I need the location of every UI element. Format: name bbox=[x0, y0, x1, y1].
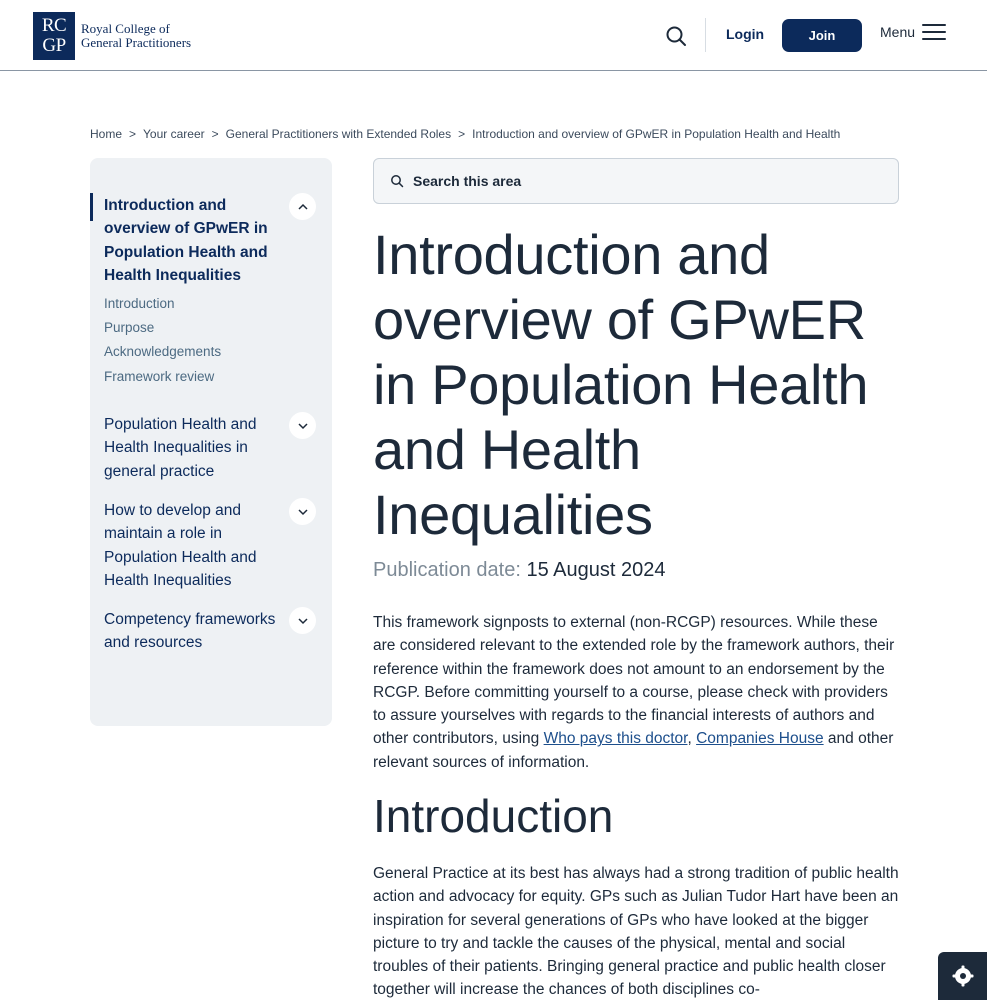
sidebar-item-framework-review[interactable]: Framework review bbox=[104, 369, 215, 384]
sidebar-group-develop-role[interactable]: How to develop and maintain a role in Population Health and Health Inequalities bbox=[104, 502, 257, 589]
sidebar-item-purpose[interactable]: Purpose bbox=[104, 320, 155, 335]
breadcrumb-separator: > bbox=[211, 127, 219, 141]
section-heading-introduction: Introduction bbox=[373, 790, 614, 842]
site-header bbox=[0, 0, 987, 71]
sidebar-item-introduction[interactable]: Introduction bbox=[104, 296, 175, 311]
intro-paragraph: General Practice at its best has always had a strong tradition of public health action and advocacy for equity. GPs such as Julian Tudor Hart have been an inspiration for several generations of GPs who have looked at the bigger picture to try and tackle the causes of the physical, mental and social troubles of their patients. Bringing general practice and public health closer together will increase the chances of both disciplines co- bbox=[373, 865, 899, 999]
breadcrumb-home[interactable]: Home bbox=[90, 127, 123, 141]
search-icon bbox=[390, 174, 404, 188]
sidebar-item-acknowledgements[interactable]: Acknowledgements bbox=[104, 344, 222, 359]
menu-button[interactable] bbox=[880, 24, 946, 40]
header-divider bbox=[705, 18, 706, 52]
logo-mark-bottom: GP bbox=[42, 35, 66, 56]
accessibility-gear-icon bbox=[952, 965, 974, 987]
chevron-up-icon[interactable] bbox=[289, 193, 316, 220]
search-area-input[interactable] bbox=[373, 158, 899, 204]
section-sidebar bbox=[90, 158, 332, 726]
logo-line-1: Royal College of bbox=[81, 21, 170, 36]
hamburger-icon bbox=[922, 24, 946, 40]
sidebar-group-competency-frameworks[interactable]: Competency frameworks and resources bbox=[104, 611, 276, 652]
publication-date bbox=[373, 559, 665, 582]
disclaimer-paragraph bbox=[373, 611, 901, 774]
chevron-down-icon[interactable] bbox=[289, 498, 316, 525]
breadcrumb-your-career[interactable]: Your career bbox=[143, 127, 205, 141]
breadcrumb-current[interactable]: Introduction and overview of GPwER in Population Health and Health bbox=[472, 127, 841, 141]
page-title: Introduction and overview of GPwER in Population Health and Health Inequalities bbox=[373, 223, 869, 546]
accessibility-button[interactable] bbox=[938, 952, 987, 1000]
logo-mark bbox=[33, 12, 75, 60]
disclaimer-text: , bbox=[687, 730, 697, 748]
companies-house-link[interactable]: Companies House bbox=[696, 730, 824, 748]
logo-line-2: General Practitioners bbox=[81, 35, 192, 50]
join-button[interactable]: Join bbox=[782, 19, 862, 52]
publication-date-label: Publication date: bbox=[373, 559, 521, 581]
disclaimer-text: and other relevant sources of information. bbox=[373, 730, 894, 771]
logo-mark-top: RC bbox=[41, 15, 67, 36]
breadcrumb-separator: > bbox=[458, 127, 466, 141]
active-indicator bbox=[90, 193, 93, 221]
search-icon[interactable] bbox=[664, 24, 688, 48]
breadcrumb bbox=[90, 127, 840, 141]
breadcrumb-separator: > bbox=[129, 127, 137, 141]
disclaimer-text: This framework signposts to external (non-RCGP) resources. While these are considered relevant to the extended role by the framework authors, their reference within the framework does not amount to an endorsement by the RCGP. Before committing yourself to a course, please check with providers to assure yourselves with regards to the financial interests of authors and other contributors, using bbox=[373, 614, 895, 748]
login-link[interactable]: Login bbox=[726, 26, 765, 42]
search-area-placeholder: Search this area bbox=[413, 173, 522, 189]
publication-date-value: 15 August 2024 bbox=[526, 559, 666, 581]
chevron-down-icon[interactable] bbox=[289, 412, 316, 439]
rcgp-logo[interactable] bbox=[33, 12, 191, 60]
breadcrumb-gpwer[interactable]: General Practitioners with Extended Roles bbox=[225, 127, 452, 141]
menu-label: Menu bbox=[880, 24, 916, 40]
sidebar-group-introduction-overview[interactable]: Introduction and overview of GPwER in Population Health and Health Inequalities bbox=[104, 197, 268, 284]
chevron-down-icon[interactable] bbox=[289, 607, 316, 634]
logo-text bbox=[81, 22, 191, 50]
who-pays-this-doctor-link[interactable]: Who pays this doctor bbox=[543, 730, 688, 748]
sidebar-group-population-health[interactable]: Population Health and Health Inequalities in general practice bbox=[104, 416, 257, 480]
